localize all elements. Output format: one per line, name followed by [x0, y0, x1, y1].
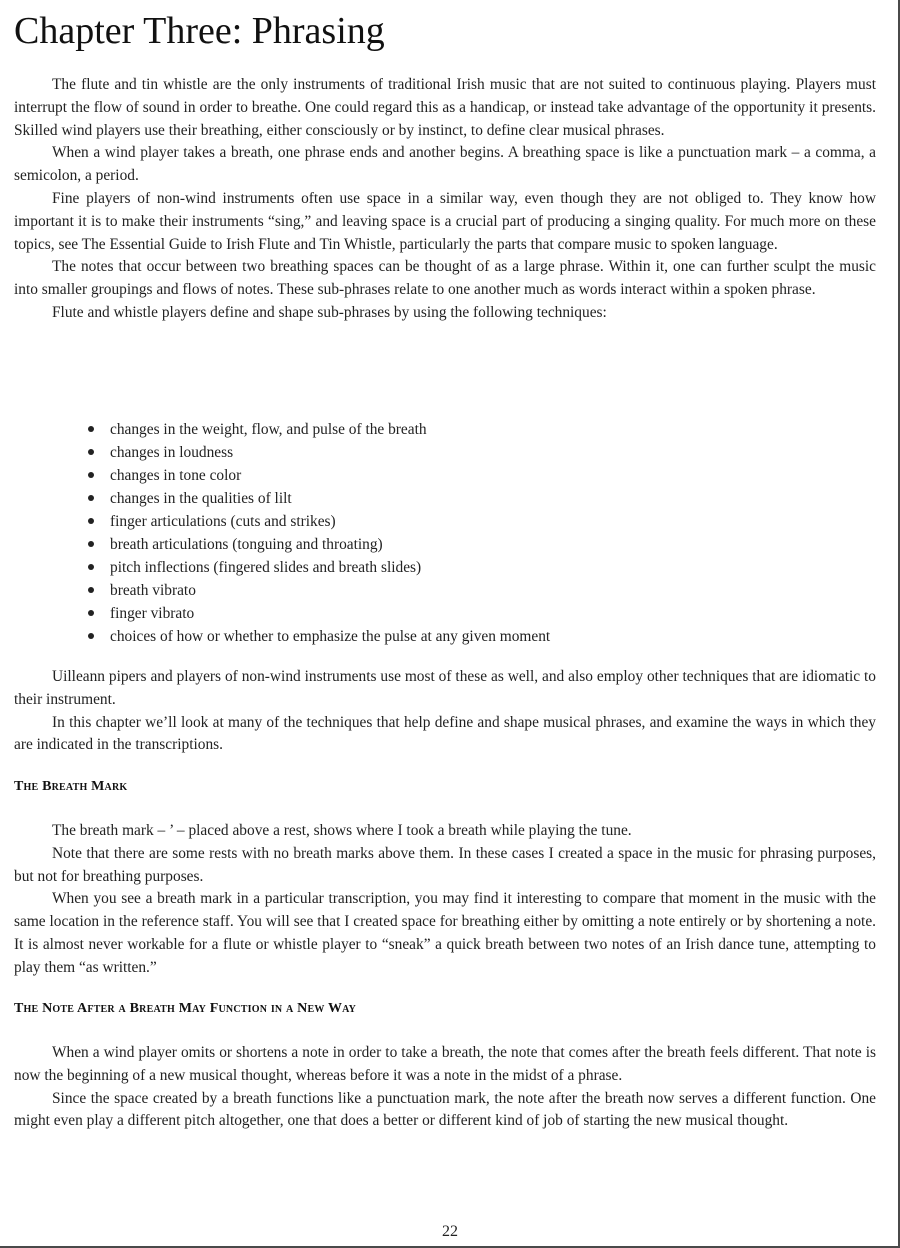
paragraph: When you see a breath mark in a particular transcription, you may find it interesting to compare that moment in the music with the same location in the reference staff. You will see that I created space for breathing either by omitting a note entirely or by shortening a note. It is almost never workable for a flute or whistle player to “sneak” a quick breath between two notes of an Irish dance tune, attempting to play them “as written.” — [14, 890, 876, 976]
paragraph: The flute and tin whistle are the only instruments of traditional Irish music that are not suited to continuous playing. Players must interrupt the flow of sound in order to breathe. One could regard this as a handicap, or instead take advantage of the opportunity it presents. Skilled wind players use their breathing, either consciously or by instinct, to define clear musical phrases. — [14, 76, 876, 139]
techniques-list — [88, 418, 550, 648]
paragraph: When a wind player omits or shortens a note in order to take a breath, the note that comes after the breath feels different. That note is now the beginning of a new musical thought, whereas before it was a note in the midst of a phrase. — [14, 1044, 876, 1084]
list-item: breath vibrato — [88, 579, 550, 602]
section-heading-note-after-breath: The Note After a Breath May Function in a New Way — [14, 1001, 357, 1016]
paragraph: Note that there are some rests with no breath marks above them. In these cases I created a space in the music for phrasing purposes, but not for breathing purposes. — [14, 844, 876, 885]
list-item: changes in the weight, flow, and pulse of the breath — [88, 418, 550, 441]
paragraph: In this chapter we’ll look at many of the techniques that help define and shape musical phrases, and examine the ways in which they are indicated in the transcriptions. — [14, 713, 876, 754]
list-item: finger articulations (cuts and strikes) — [88, 510, 550, 533]
intro-text — [14, 74, 876, 325]
list-item: breath articulations (tonguing and throating) — [88, 533, 550, 556]
after-list-text — [14, 666, 876, 757]
list-item: pitch inflections (fingered slides and breath slides) — [88, 556, 550, 579]
chapter-title: Chapter Three: Phrasing — [14, 10, 385, 52]
paragraph: Fine players of non-wind instruments often use space in a similar way, even though they are not obliged to. They know how important it is to make their instruments “sing,” and leaving space is a crucial part of producing a singing quality. For much more on these topics, see The Essential Guide to Irish Flute and Tin Whistle, particularly the parts that compare music to spoken language. — [14, 189, 876, 253]
list-item: choices of how or whether to emphasize the pulse at any given moment — [88, 625, 550, 648]
list-item: finger vibrato — [88, 602, 550, 625]
paragraph: The notes that occur between two breathing spaces can be thought of as a large phrase. Within it, one can further sculpt the music into smaller groupings and flows of notes. These sub-phrases relate to one another much as words interact within a spoken phrase. — [14, 258, 876, 299]
page-number: 22 — [442, 1223, 458, 1240]
paragraph: The breath mark – ’ – placed above a rest, shows where I took a breath while playing the tune. — [52, 822, 632, 839]
paragraph: When a wind player takes a breath, one phrase ends and another begins. A breathing space is like a punctuation mark – a comma, a semicolon, a period. — [14, 144, 876, 185]
list-item: changes in loudness — [88, 441, 550, 464]
paragraph: Since the space created by a breath functions like a punctuation mark, the note after the breath now serves a different function. One might even play a different pitch altogether, one that does a better or different kind of job of starting the new musical thought. — [14, 1089, 876, 1130]
breath-mark-text — [14, 820, 876, 980]
paragraph: Uilleann pipers and players of non-wind instruments use most of these as well, and also employ other techniques that are idiomatic to their instrument. — [14, 668, 876, 708]
list-item: changes in the qualities of lilt — [88, 487, 550, 510]
note-after-breath-text — [14, 1042, 876, 1133]
paragraph: Flute and whistle players define and shape sub-phrases by using the following techniques: — [52, 303, 607, 321]
list-item: changes in tone color — [88, 464, 550, 487]
section-heading-breath-mark: The Breath Mark — [14, 779, 128, 794]
